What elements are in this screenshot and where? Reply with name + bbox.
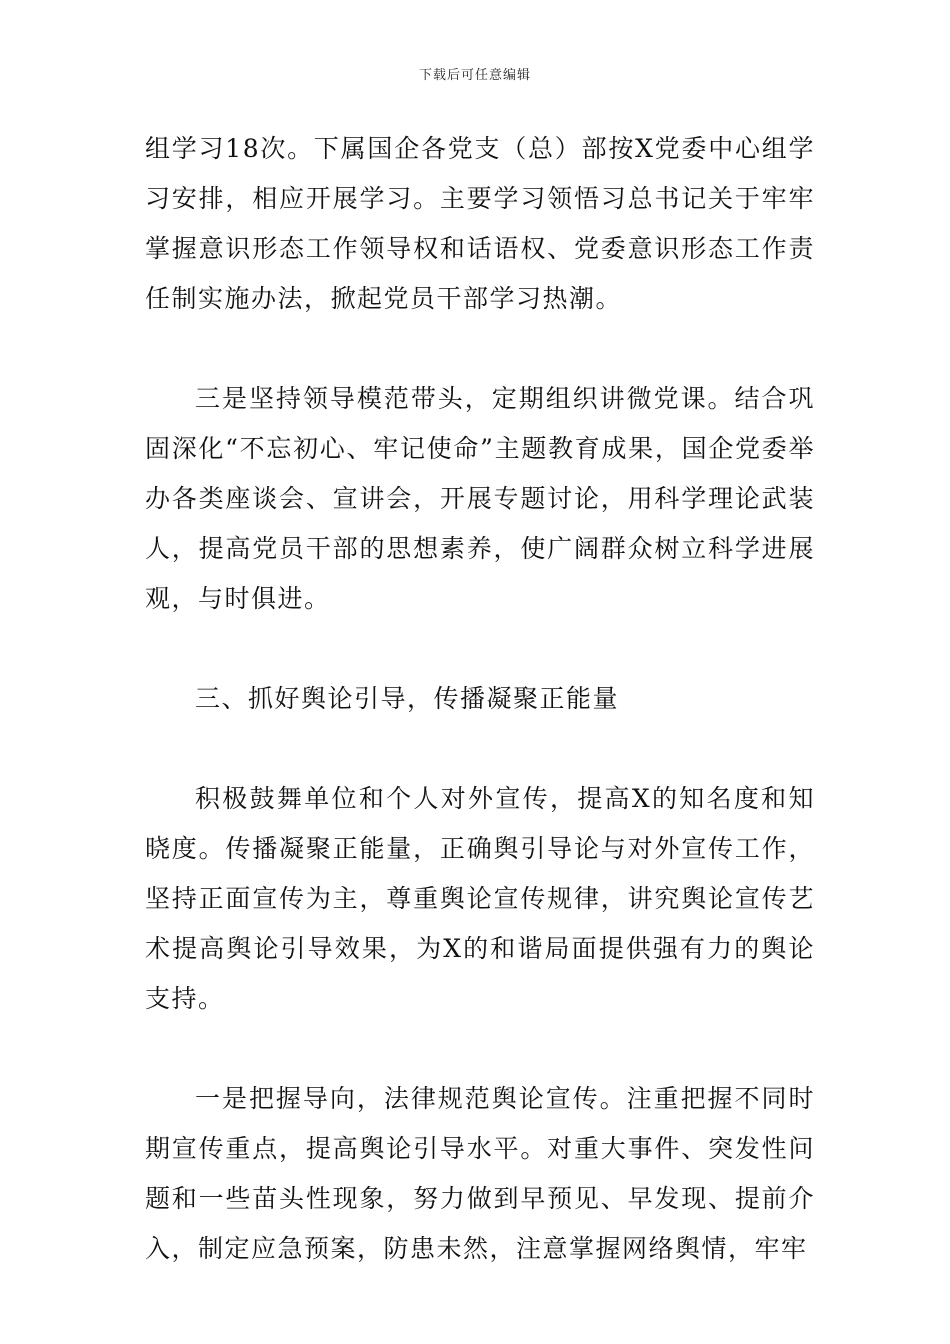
paragraph-publicity: 积极鼓舞单位和个人对外宣传，提高X的知名度和知晓度。传播凝聚正能量，正确舆引导论与对外宣传工作，坚持正面宣传为主，尊重舆论宣传规律，讲究舆论宣传艺术提高舆论引导效果，为X的和谐局面提供强有力的舆论支持。: [145, 784, 815, 1013]
paragraph-gap: [145, 324, 815, 374]
paragraph-gap: [145, 1024, 815, 1074]
paragraph-continued: 组学习18次。下属国企各党支（总）部按X党委中心组学习安排，相应开展学习。主要学习领悟习总书记关于牢牢掌握意识形态工作领导权和话语权、党委意识形态工作责任制实施办法，掀起党员干部学习热潮。: [145, 134, 815, 313]
page-header: 下载后可任意编辑: [418, 68, 531, 83]
paragraph-point-three: 三是坚持领导模范带头，定期组织讲微党课。结合巩固深化“不忘初心、牢记使命”主题教育成果，国企党委举办各类座谈会、宣讲会，开展专题讨论，用科学理论武装人，提高党员干部的思想素养，使广阔群众树立科学进展观，与时俱进。: [145, 384, 815, 613]
section-heading: 三、抓好舆论引导，传播凝聚正能量: [195, 684, 620, 713]
document-body: [145, 124, 815, 1274]
paragraph-point-one: 一是把握导向，法律规范舆论宣传。注重把握不同时期宣传重点，提高舆论引导水平。对重大事件、突发性问题和一些苗头性现象，努力做到早预见、早发现、提前介入，制定应急预案，防患未然，注意掌握网络舆情，牢牢: [145, 1084, 815, 1263]
paragraph-gap: [145, 724, 815, 774]
paragraph-gap: [145, 624, 815, 674]
